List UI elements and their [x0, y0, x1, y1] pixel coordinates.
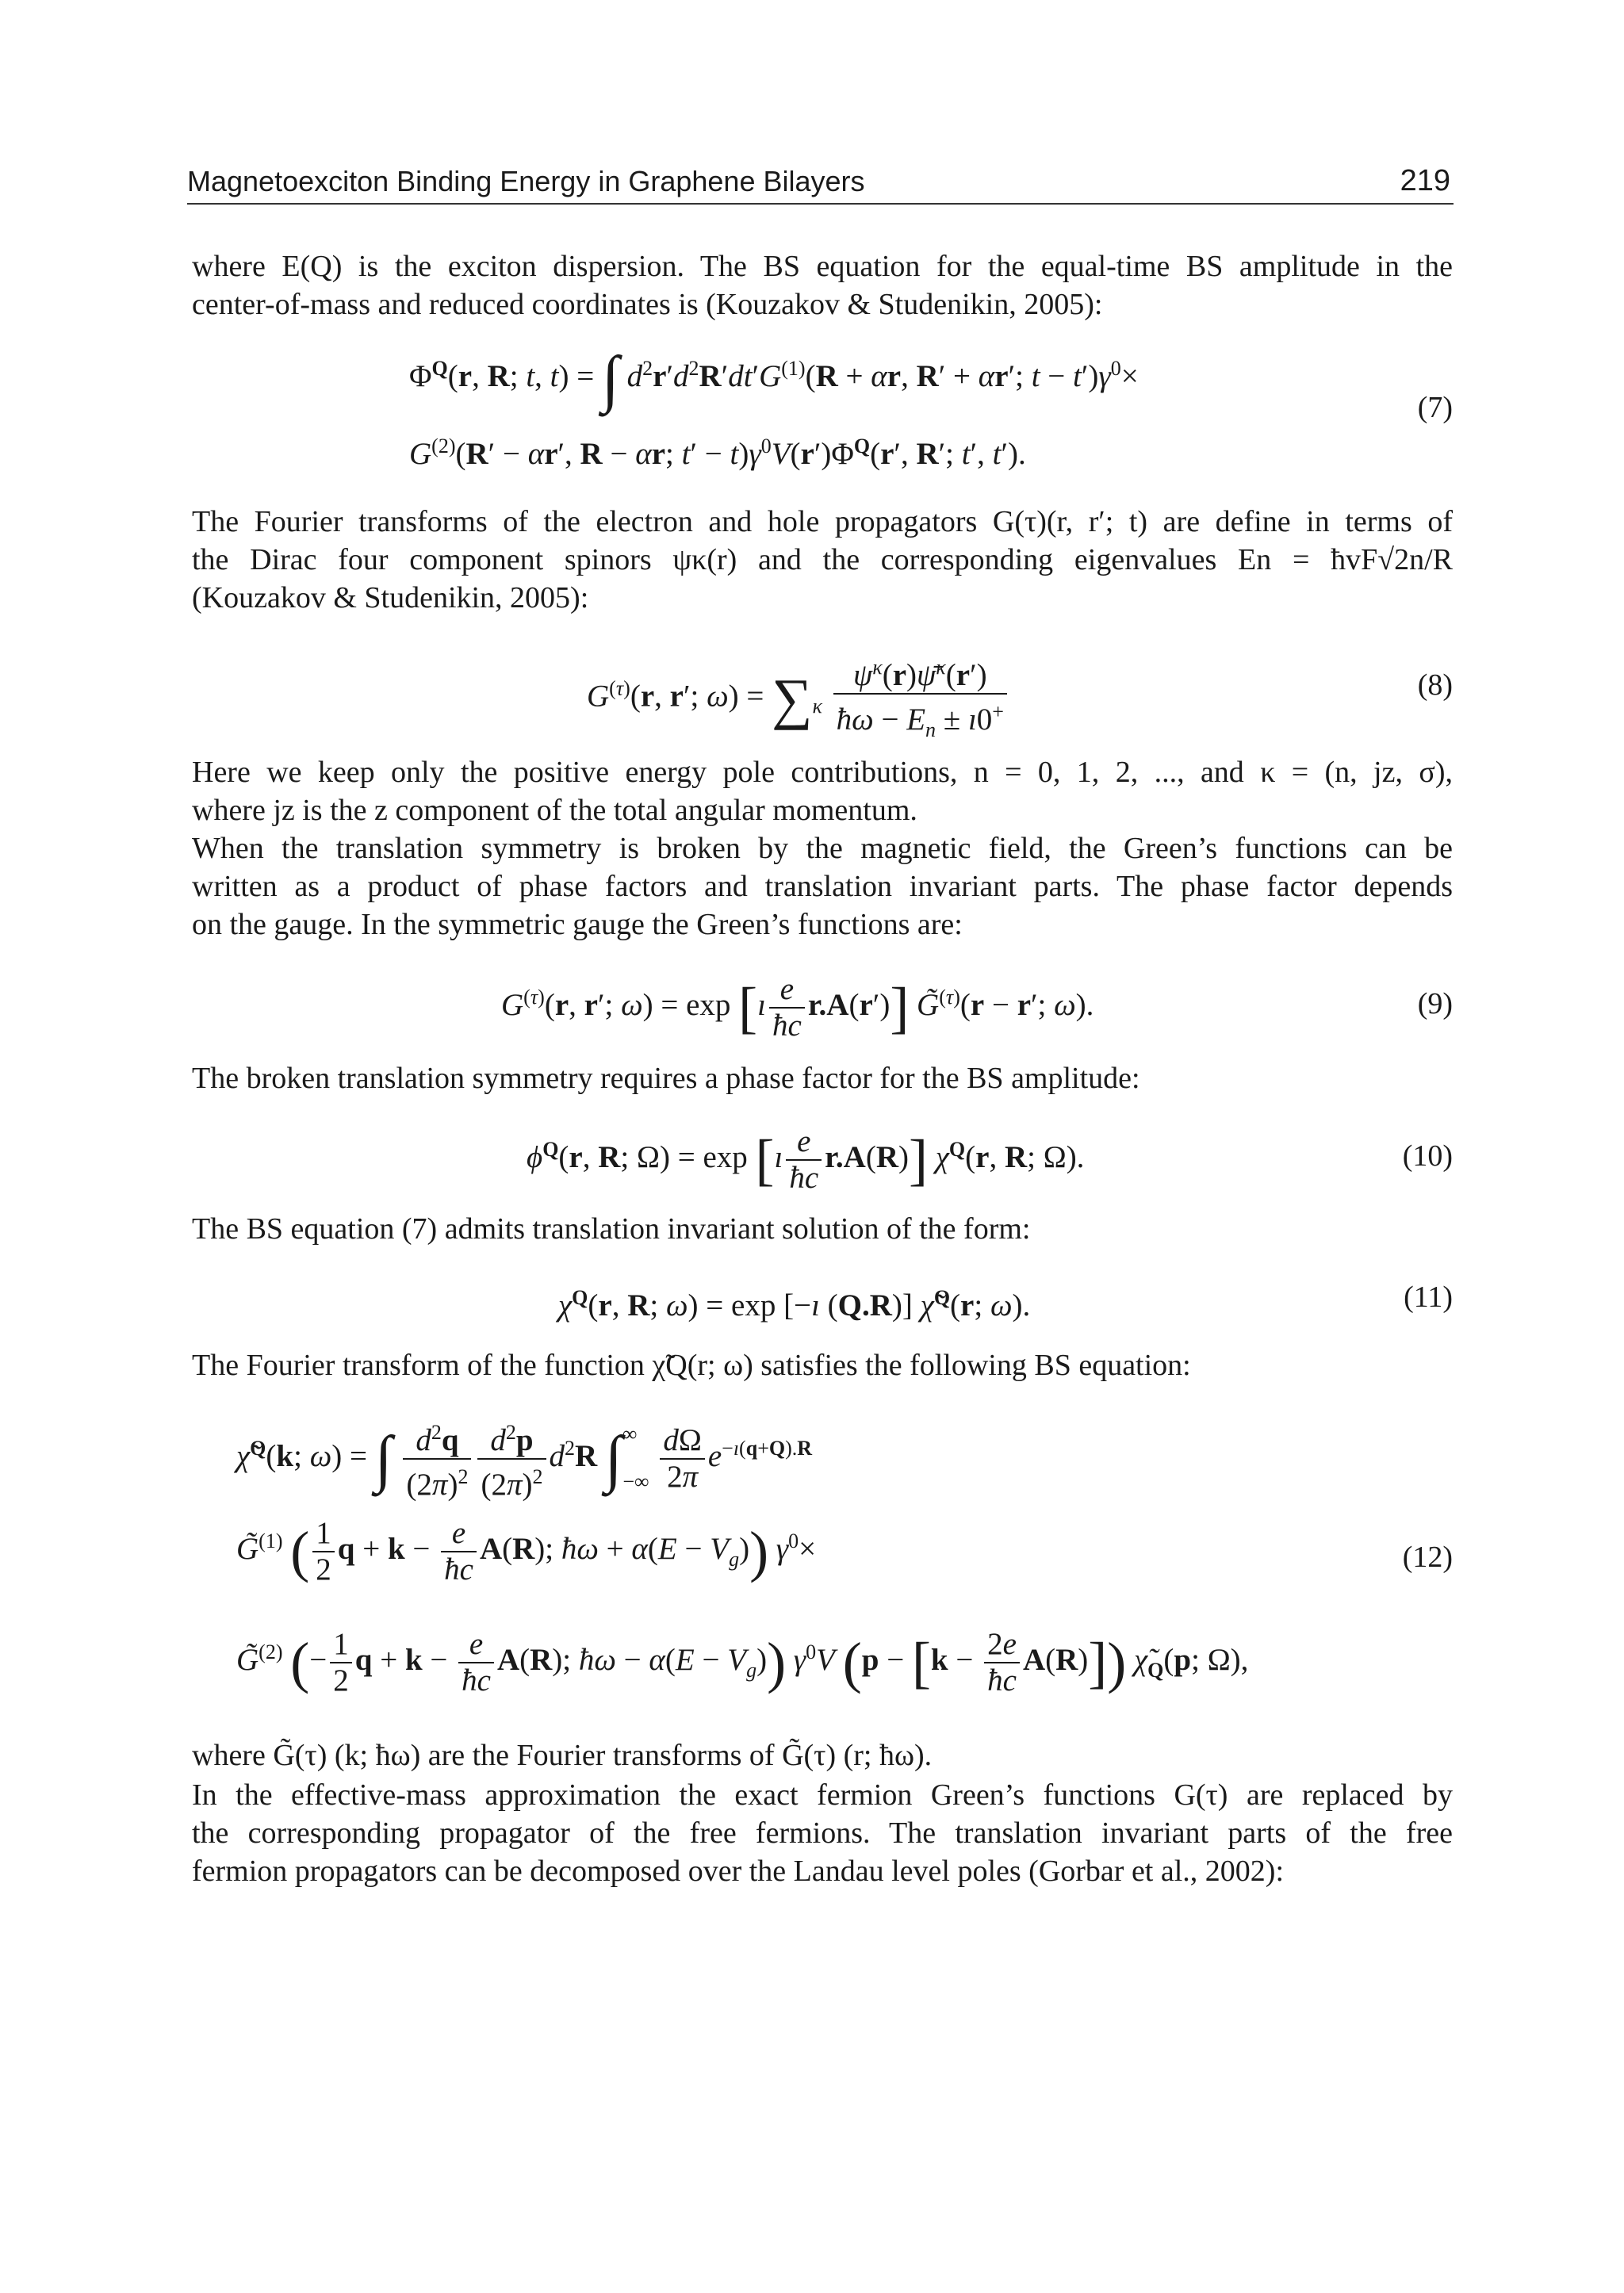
paragraph-line: the Dirac four component spinors ψκ(r) and the corresponding eigenvalues En = ħvF√2n/R	[192, 543, 1453, 576]
equation-7-line-1: $\Phi^Q(r$, R; t, t) = ∫ $d^2r'd^2R'dt'G^{(1)}(R + \alpha r$, R′ + αr′; $t - t')\gamma^0\times$	[409, 344, 1139, 415]
paragraph-line: on the gauge. In the symmetric gauge the Green’s functions are:	[192, 908, 963, 941]
equation-number: (12)	[1402, 1541, 1453, 1574]
paragraph-line: The Fourier transforms of the electron and hole propagators G(τ)(r, r′; t) are define in terms of	[192, 505, 1453, 538]
paragraph-line: (Kouzakov & Studenikin, 2005):	[192, 581, 589, 614]
equation-number: (11)	[1404, 1280, 1453, 1314]
equation-number: (7)	[1417, 391, 1453, 424]
paragraph-line: written as a product of phase factors and translation invariant parts. The phase factor depends	[192, 870, 1453, 903]
paragraph-line: where G̃(τ) (k; ħω) are the Fourier transforms of G̃(τ) (r; ħω).	[192, 1739, 933, 1772]
paragraph-line: fermion propagators can be decomposed over the Landau level poles (Gorbar et al., 2002):	[192, 1855, 1284, 1888]
equation-9: $G^{(\tau)}(r$, r′; ω) = exp [ı $\frac{e}{ħc}$ r.A(r′)] G̃$^{(\tau)}$(r − r′; ω).	[501, 972, 1094, 1043]
equation-12-line-1: χ̃$^Q$(k; ω) = ∫ $\frac{d^2q}{(2\pi)^2}$ $\frac{d^2p}{(2\pi)^2}$ $d^2R$ $\int^\infty_{-\infty}$ $\frac{d\Omega}{2\pi}$ $e^{-ı(q+Q).R}$	[236, 1414, 812, 1503]
equation-10: $\phi^Q(r$, R; Ω) = exp [ı $\frac{e}{ħc}$ r.A(R)] $\chi^Q(r$, R; Ω).	[527, 1124, 1085, 1195]
paragraph-line: The Fourier transform of the function χ̃Q(r; ω) satisfies the following BS equation:	[192, 1349, 1191, 1382]
equation-12-line-3: G̃$^{(2)}$ (− $\frac{1}{2}$ q + k − $\frac{e}{ħc}$ A(R); ħω − $\alpha(E - V_g)$) $\gamma^0V$ (p − [k − $\frac{2e}{ħc}$ A(R)]) $\chĩ_Q(p$; Ω),	[236, 1627, 1249, 1698]
equation-7-line-2: $G^{(2)}(R' - \alpha r'$, R − αr; $t' - t)\gamma^0V(r')\Phi^Q(r'$, R′; t′, t′).	[409, 434, 1026, 471]
running-header	[187, 162, 1454, 205]
paragraph-line: In the effective-mass approximation the exact fermion Green’s functions G(τ) are replaced by	[192, 1778, 1453, 1812]
equation-number: (8)	[1417, 668, 1453, 702]
paragraph-line: The broken translation symmetry requires a phase factor for the BS amplitude:	[192, 1062, 1140, 1095]
running-title: Magnetoexciton Binding Energy in Graphene Bilayers	[187, 165, 865, 197]
paragraph-line: where E(Q) is the exciton dispersion. The BS equation for the equal-time BS amplitude in the	[192, 250, 1453, 283]
paragraph-line: The BS equation (7) admits translation invariant solution of the form:	[192, 1212, 1031, 1246]
paragraph-line: center-of-mass and reduced coordinates is (Kouzakov & Studenikin, 2005):	[192, 288, 1103, 321]
paragraph-line: where jz is the z component of the total angular momentum.	[192, 794, 917, 827]
paragraph-line: When the translation symmetry is broken by the magnetic field, the Green’s functions can be	[192, 832, 1453, 865]
equation-12-line-2: G̃$^{(1)}$ ( $\frac{1}{2}$ q + k − $\frac{e}{ħc}$ A(R); ħω + $\alpha(E - V_g)$) $\gamma^0\times$	[236, 1516, 817, 1587]
equation-11: $\chi^Q(r$, R; ω) = exp [−ı (Q.R)] χ̃$^Q$(r; ω).	[558, 1286, 1031, 1323]
page-number: 219	[1400, 164, 1450, 197]
paragraph-line: the corresponding propagator of the free fermions. The translation invariant parts of the free	[192, 1816, 1453, 1850]
equation-8: $G^{(\tau)}(r$, r′; $\omega) = \sum_\kappa$ $\frac{\psi^\kappa(r)\psī^\kappa(r')}{ħ\omega - E_n \pm ı0^+}$	[587, 650, 1010, 748]
equation-number: (10)	[1402, 1139, 1453, 1173]
equation-number: (9)	[1417, 987, 1453, 1020]
paragraph-line: Here we keep only the positive energy pole contributions, n = 0, 1, 2, ..., and κ = (n, jz, σ),	[192, 756, 1453, 789]
